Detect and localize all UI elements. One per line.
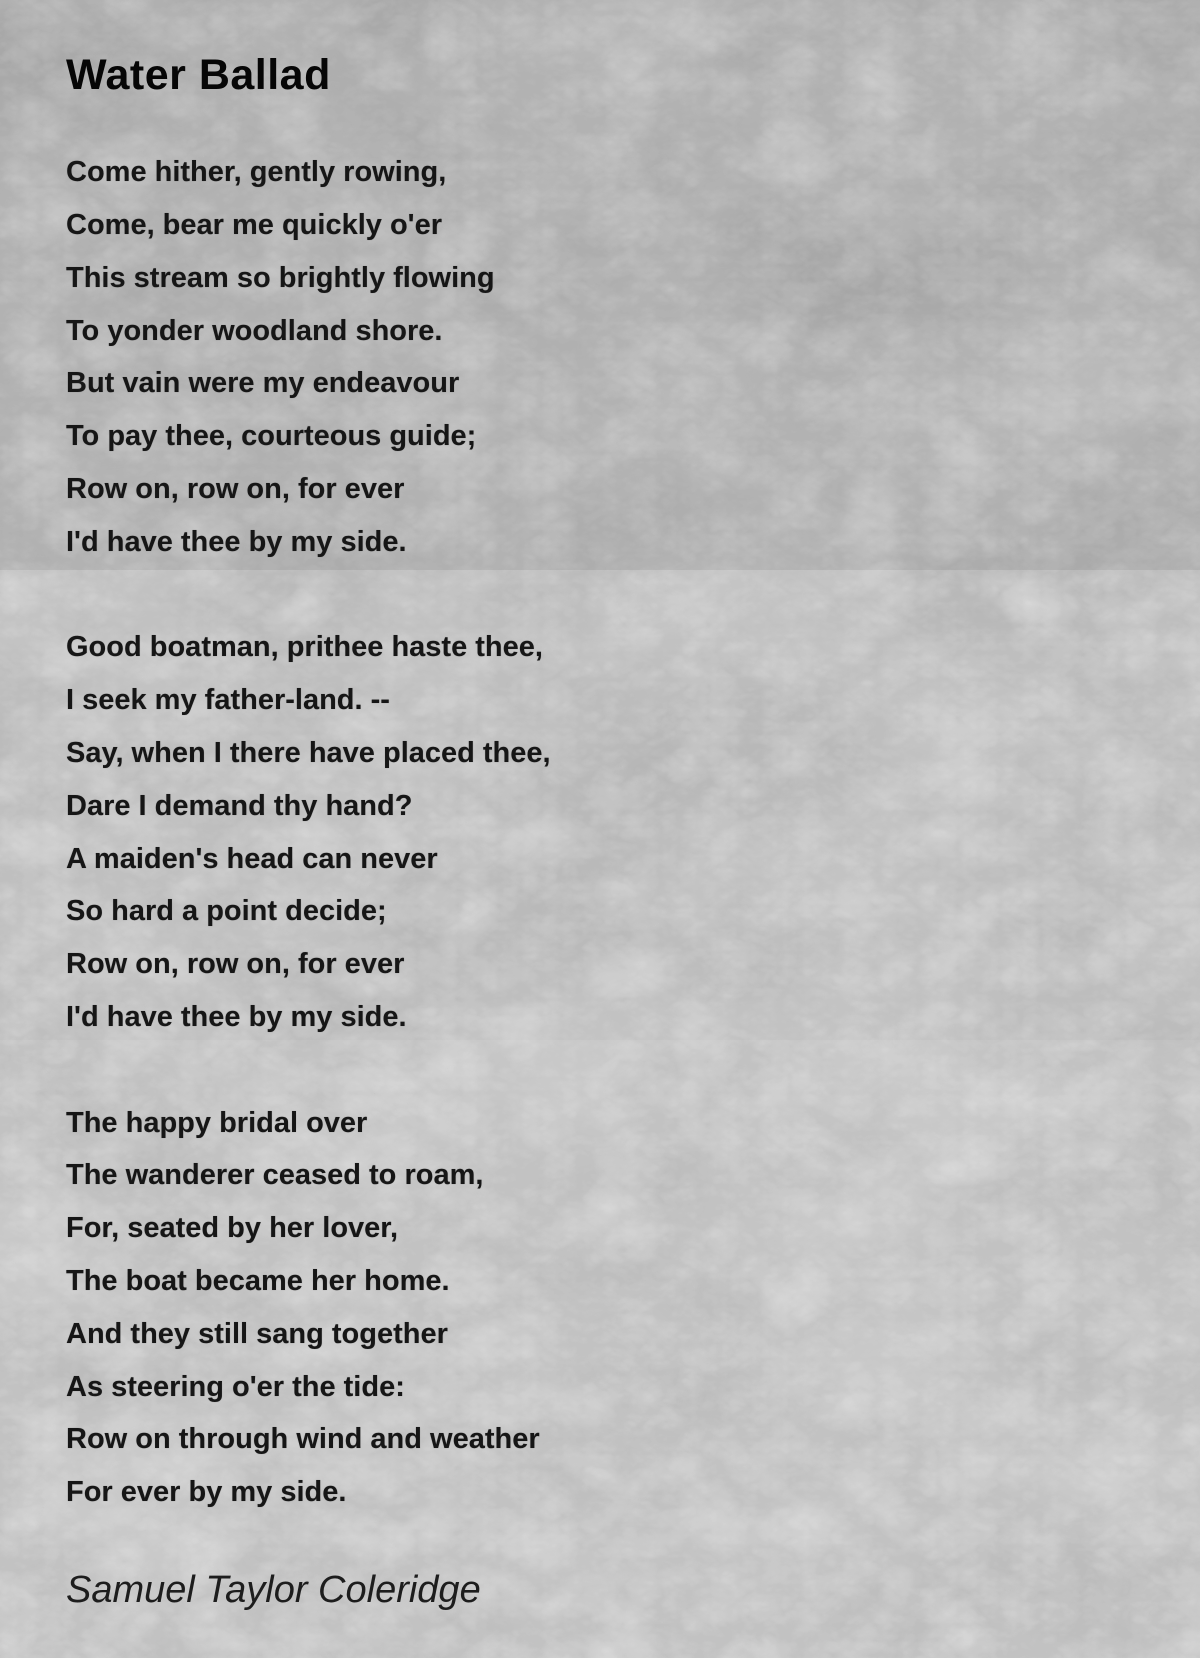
poem-line: To yonder woodland shore. <box>66 314 443 347</box>
poem-line: So hard a point decide; <box>66 895 387 928</box>
stanza-3 <box>66 1097 1126 1519</box>
author-signature: Samuel Taylor Coleridge <box>66 1569 481 1612</box>
poem-line: But vain were my endeavour <box>66 367 460 400</box>
poem-line: A maiden's head can never <box>66 842 438 875</box>
poem-content <box>66 0 1126 1612</box>
poem-title: Water Ballad <box>66 51 331 99</box>
poem-line: The happy bridal over <box>66 1106 368 1139</box>
poem-line: Come hither, gently rowing, <box>66 156 447 189</box>
poem-line: This stream so brightly flowing <box>66 261 495 294</box>
poem-line: To pay thee, courteous guide; <box>66 420 477 453</box>
poem-line: As steering o'er the tide: <box>66 1370 405 1403</box>
poem-line: Row on, row on, for ever <box>66 473 405 506</box>
poem-line: The boat became her home. <box>66 1265 450 1298</box>
poem-line: Good boatman, prithee haste thee, <box>66 631 543 664</box>
poem-line: I'd have thee by my side. <box>66 525 407 558</box>
poem-line: For ever by my side. <box>66 1476 347 1509</box>
poem-line: For, seated by her lover, <box>66 1212 399 1245</box>
poem-line: Row on, row on, for ever <box>66 948 405 981</box>
poem-line: I seek my father-land. -- <box>66 684 390 717</box>
poem-line: The wanderer ceased to roam, <box>66 1159 484 1192</box>
stanza-2 <box>66 621 1126 1043</box>
poem-line: Say, when I there have placed thee, <box>66 737 551 770</box>
poem-line: Dare I demand thy hand? <box>66 789 413 822</box>
poem-line: And they still sang together <box>66 1317 448 1350</box>
poem-line: I'd have thee by my side. <box>66 1001 407 1034</box>
poem-line: Come, bear me quickly o'er <box>66 209 442 242</box>
poem-line: Row on through wind and weather <box>66 1423 540 1456</box>
stanza-1 <box>66 146 1126 568</box>
